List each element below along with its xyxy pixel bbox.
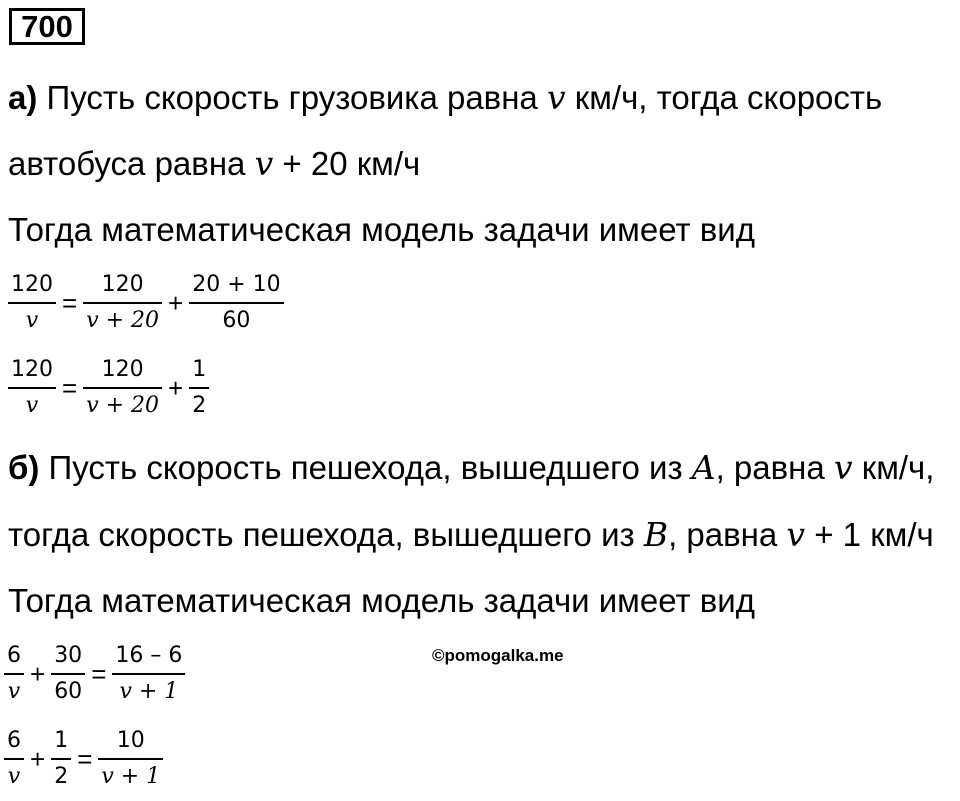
fraction-bar xyxy=(189,387,209,389)
denominator: v + 1 xyxy=(101,764,161,789)
denominator: v + 20 xyxy=(86,393,160,418)
numerator: 1 xyxy=(54,728,69,753)
fraction-bar xyxy=(4,673,24,675)
numerator: 6 xyxy=(7,643,21,668)
fraction xyxy=(4,728,24,790)
part-b-line2-end: + 1 км/ч xyxy=(814,516,934,553)
denominator: 60 xyxy=(222,308,251,333)
numerator: 120 xyxy=(101,357,144,382)
fraction xyxy=(189,357,209,419)
problem-number-badge: 700 xyxy=(9,8,85,45)
equals-sign: = xyxy=(91,659,107,689)
equals-sign: = xyxy=(77,744,93,774)
denominator: 2 xyxy=(192,393,207,418)
fraction xyxy=(51,728,71,790)
fraction-bar xyxy=(8,387,56,389)
equals-sign: = xyxy=(62,288,78,318)
part-b-line1-end: км/ч, xyxy=(861,449,935,486)
plus-sign: + xyxy=(30,744,46,774)
fraction-bar xyxy=(98,758,163,760)
var-v: v xyxy=(546,78,566,117)
part-b-line1-mid: , равна xyxy=(715,449,825,486)
fraction xyxy=(4,643,24,705)
part-a-line2-start: автобуса равна xyxy=(8,145,246,182)
part-a-line1-end: км/ч, тогда скорость xyxy=(574,79,883,116)
part-a-equation-2 xyxy=(8,357,209,419)
numerator: 120 xyxy=(101,272,144,297)
plus-sign: + xyxy=(168,288,184,318)
fraction-bar xyxy=(51,673,85,675)
fraction-bar xyxy=(189,302,283,304)
part-a-line1-text: Пусть скорость грузовика равна xyxy=(46,79,538,116)
numerator: 16 – 6 xyxy=(115,643,183,668)
numerator: 20 + 10 xyxy=(192,272,281,297)
part-b-label: б) xyxy=(8,449,40,486)
fraction xyxy=(8,357,56,419)
denominator: v xyxy=(7,764,21,789)
fraction-bar xyxy=(4,758,24,760)
part-b-line1-text: Пусть скорость пешехода, вышедшего из xyxy=(48,449,683,486)
part-b-line2-text: тогда скорость пешехода, вышедшего из xyxy=(8,516,635,553)
fraction xyxy=(98,728,163,790)
part-a-model-text: Тогда математическая модель задачи имеет вид xyxy=(8,211,755,248)
var-v: v xyxy=(786,515,806,554)
part-a-label: а) xyxy=(8,79,38,116)
part-b-model-text: Тогда математическая модель задачи имеет вид xyxy=(8,582,755,619)
denominator: v + 1 xyxy=(119,679,179,704)
part-b-line-1 xyxy=(8,448,935,487)
part-b-equation-2 xyxy=(4,728,163,790)
part-a-line-2 xyxy=(8,144,421,183)
point-a: A xyxy=(691,448,716,487)
denominator: 60 xyxy=(54,679,83,704)
part-a-line-1 xyxy=(8,78,883,117)
part-a-line2-end: + 20 км/ч xyxy=(282,145,421,182)
fraction-bar xyxy=(8,302,56,304)
numerator: 30 xyxy=(54,643,83,668)
fraction xyxy=(83,272,162,334)
fraction xyxy=(189,272,283,334)
denominator: v xyxy=(25,393,39,418)
denominator: v xyxy=(7,679,21,704)
plus-sign: + xyxy=(30,659,46,689)
plus-sign: + xyxy=(168,373,184,403)
fraction xyxy=(8,272,56,334)
fraction-bar xyxy=(112,673,185,675)
numerator: 6 xyxy=(7,728,21,753)
part-b-line2-mid: , равна xyxy=(668,516,778,553)
fraction-bar xyxy=(51,758,71,760)
denominator: v + 20 xyxy=(86,308,160,333)
numerator: 1 xyxy=(192,357,207,382)
denominator: 2 xyxy=(54,764,69,789)
fraction xyxy=(83,357,162,419)
equals-sign: = xyxy=(62,373,78,403)
point-b: B xyxy=(643,515,669,554)
fraction xyxy=(112,643,185,705)
denominator: v xyxy=(25,308,39,333)
fraction-bar xyxy=(83,302,162,304)
part-b-line-2 xyxy=(8,515,934,554)
fraction xyxy=(51,643,85,705)
watermark: ©pomogalka.me xyxy=(432,646,564,665)
fraction-bar xyxy=(83,387,162,389)
part-b-equation-1 xyxy=(4,643,185,705)
var-v: v xyxy=(254,144,274,183)
part-a-equation-1 xyxy=(8,272,284,334)
var-v: v xyxy=(833,448,853,487)
numerator: 10 xyxy=(116,728,145,753)
numerator: 120 xyxy=(11,357,53,382)
numerator: 120 xyxy=(11,272,53,297)
